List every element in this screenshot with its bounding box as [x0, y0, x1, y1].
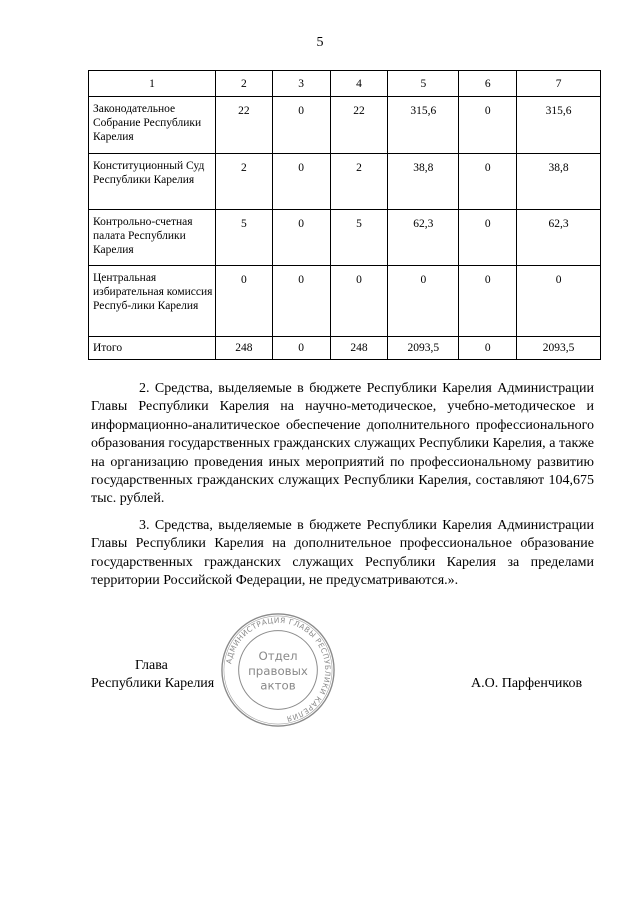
- cell: 0: [272, 154, 330, 210]
- stamp-center-line1: Отдел: [258, 649, 298, 664]
- header-cell: 3: [272, 71, 330, 97]
- signatory-name: А.О. Парфенчиков: [471, 676, 583, 691]
- table-row: [89, 97, 601, 154]
- budget-table: [88, 70, 601, 360]
- stamp-ring-text: АДМИНИСТРАЦИЯ ГЛАВЫ РЕСПУБЛИКИ КАРЕЛИЯ: [224, 615, 333, 724]
- cell: 38,8: [388, 154, 459, 210]
- header-cell: 2: [215, 71, 272, 97]
- header-cell: 7: [517, 71, 601, 97]
- cell: 315,6: [517, 97, 601, 154]
- cell: 0: [272, 210, 330, 266]
- cell: 2: [215, 154, 272, 210]
- cell: 0: [330, 266, 388, 337]
- cell: 62,3: [388, 210, 459, 266]
- total-label: Итого: [89, 337, 216, 360]
- cell: 0: [517, 266, 601, 337]
- page-number: 5: [316, 35, 324, 50]
- row-name: Конституционный Суд Республики Карелия: [89, 154, 216, 210]
- total-cell: 2093,5: [388, 337, 459, 360]
- row-name: Контрольно-счетная палата Республики Карелия: [89, 210, 216, 266]
- row-name: Законодательное Собрание Республики Карелия: [89, 97, 216, 154]
- total-cell: 2093,5: [517, 337, 601, 360]
- cell: 0: [215, 266, 272, 337]
- table-row: [89, 210, 601, 266]
- table-header-row: [89, 71, 601, 97]
- cell: 5: [215, 210, 272, 266]
- table-row: [89, 154, 601, 210]
- header-cell: 4: [330, 71, 388, 97]
- row-name: Центральная избирательная комиссия Респуб-лики Карелия: [89, 266, 216, 337]
- cell: 0: [459, 210, 517, 266]
- cell: 0: [459, 154, 517, 210]
- stamp-center-line3: актов: [260, 678, 296, 693]
- table-row: [89, 266, 601, 337]
- cell: 5: [330, 210, 388, 266]
- signature-title-line2: Республики Карелия: [91, 676, 215, 692]
- paragraph-3: 3. Средства, выделяемые в бюджете Республики Карелия Администрации Главы Республики Карелия на дополнительное профессиональное образование государственных гражданских служащих Республики Карелия за пределами территории Российской Федерации, не предусматриваются.».: [91, 518, 594, 589]
- cell: 0: [272, 97, 330, 154]
- cell: 0: [272, 266, 330, 337]
- department-stamp: [219, 611, 337, 729]
- table-total-row: [89, 337, 601, 360]
- cell: 0: [388, 266, 459, 337]
- cell: 0: [459, 97, 517, 154]
- cell: 22: [215, 97, 272, 154]
- total-cell: 0: [459, 337, 517, 360]
- header-cell: 1: [89, 71, 216, 97]
- signature-title: [91, 657, 214, 694]
- cell: 38,8: [517, 154, 601, 210]
- cell: 315,6: [388, 97, 459, 154]
- cell: 0: [459, 266, 517, 337]
- paragraph-2: 2. Средства, выделяемые в бюджете Республики Карелия Администрации Главы Республики Карелия на научно-методическое, учебно-методическое и информационно-аналитическое обеспечение дополнительного профессионального образования государственных гражданских служащих Республики Карелия, а также на организацию проведения иных мероприятий по профессиональному развитию государственных гражданских служащих Республики Карелия, составляют 104,675 тыс. рублей.: [91, 381, 594, 507]
- header-cell: 6: [459, 71, 517, 97]
- total-cell: 0: [272, 337, 330, 360]
- signature-title-line1: Глава: [135, 658, 168, 673]
- total-cell: 248: [215, 337, 272, 360]
- cell: 62,3: [517, 210, 601, 266]
- stamp-center-line2: правовых: [248, 663, 308, 678]
- cell: 2: [330, 154, 388, 210]
- cell: 22: [330, 97, 388, 154]
- header-cell: 5: [388, 71, 459, 97]
- total-cell: 248: [330, 337, 388, 360]
